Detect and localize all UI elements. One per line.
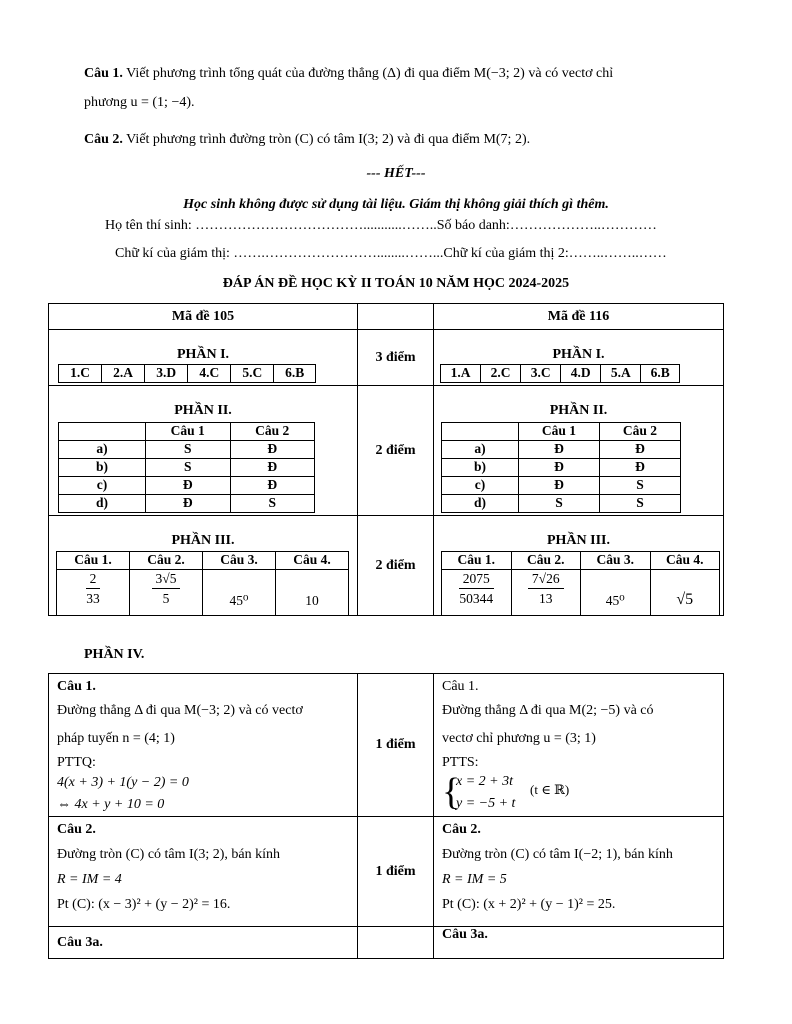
part3-points: 2 điểm: [358, 516, 434, 616]
header-cell: Câu 2.: [511, 552, 581, 570]
part2-left-cell: [49, 386, 358, 516]
answer-cell: 3.C: [521, 365, 561, 383]
answer-cell: 1.C: [59, 365, 102, 383]
row-label: c): [442, 477, 519, 495]
row-label: b): [59, 459, 146, 477]
header-q1: Câu 1: [519, 423, 600, 441]
header-q2: Câu 2: [600, 423, 681, 441]
answer-cell: 3.D: [145, 365, 188, 383]
part3-left-cell: [49, 516, 358, 616]
q-equation: ⇔ 4x + y + 10 = 0: [57, 797, 165, 812]
fraction-denominator: 5: [162, 591, 170, 606]
part4-left-q2: [49, 817, 358, 927]
q-equation: R = IM = 4: [57, 872, 122, 887]
answer-c2: [130, 570, 203, 616]
parametric-system: [442, 772, 723, 816]
part4-q1-points: 1 điểm: [358, 674, 434, 817]
answer-cell: Đ: [230, 441, 315, 459]
answer-cell: S: [146, 441, 231, 459]
header-cell: Câu 1.: [57, 552, 130, 570]
exam-note: Học sinh không được sử dụng tài liệu. Giám thị không giải thích gì thêm.: [183, 197, 609, 212]
q-equation: 4(x + 3) + 1(y − 2) = 0: [57, 775, 189, 790]
q-label: Câu 2.: [442, 822, 481, 837]
code-left: Mã đề 105: [49, 304, 358, 330]
part4-table: [48, 673, 724, 959]
header-q1: Câu 1: [146, 423, 231, 441]
fraction-denominator: 33: [86, 591, 100, 606]
q-text: Đường thẳng Δ đi qua M(−3; 2) và có vectơ: [57, 703, 303, 718]
q-equation: y = −5 + t: [456, 796, 516, 811]
answer-cell: S: [600, 495, 681, 513]
answer-c4: √5: [650, 570, 720, 616]
answer-cell: Đ: [519, 459, 600, 477]
part3-left-title: PHẦN III.: [171, 533, 235, 548]
row-label: d): [442, 495, 519, 513]
fraction-denominator: 50344: [459, 591, 494, 606]
answer-cell: S: [146, 459, 231, 477]
answer-c3: 45⁰: [203, 570, 276, 616]
answer-c3: 45⁰: [581, 570, 651, 616]
part4-right-q3: Câu 3a.: [434, 927, 724, 959]
q-text: Đường tròn (C) có tâm I(−2; 1), bán kính: [442, 847, 673, 862]
part4-right-q1: [434, 674, 724, 817]
signature-line: Chữ kí của giám thị: …….……………………........……...Chữ kí của giám thị 2:……..……..……: [115, 246, 667, 261]
header-cell: Câu 2.: [130, 552, 203, 570]
question-1-text: Viết phương trình tổng quát của đường thẳng (Δ) đi qua điểm M(−3; 2) và có vectơ chỉ: [126, 66, 614, 81]
part1-left-answers: [58, 364, 316, 383]
part4-left-q1: [49, 674, 358, 817]
fraction-numerator: 7√26: [528, 570, 564, 589]
fraction-numerator: 2075: [459, 570, 494, 589]
part4-q2-points: 1 điểm: [358, 817, 434, 927]
header-cell: Câu 3.: [581, 552, 651, 570]
q-text: PTTQ:: [57, 755, 96, 770]
answer-cell: 5.C: [231, 365, 274, 383]
q-parameter-domain: (t ∈ ℝ): [530, 782, 570, 797]
q-text: Đường tròn (C) có tâm I(3; 2), bán kính: [57, 847, 281, 862]
answer-cell: 5.A: [601, 365, 641, 383]
answer-cell: 6.B: [274, 365, 316, 383]
q-label: Câu 1.: [57, 679, 96, 694]
question-2-label: Câu 2.: [84, 132, 123, 147]
q-equation: Pt (C): (x + 2)² + (y − 1)² = 25.: [442, 897, 616, 912]
row-label: b): [442, 459, 519, 477]
answer-cell: Đ: [230, 459, 315, 477]
part2-left-title: PHẦN II.: [174, 403, 232, 418]
header-cell: Câu 3.: [203, 552, 276, 570]
part2-right-table: [441, 422, 681, 513]
answer-c1: [57, 570, 130, 616]
answer-cell: Đ: [146, 495, 231, 513]
q-text: Đường thẳng Δ đi qua M(2; −5) và có: [442, 703, 654, 718]
header-cell: Câu 1.: [442, 552, 512, 570]
q-text: PTTS:: [442, 755, 479, 770]
answer-cell: 6.B: [641, 365, 680, 383]
q-text: vectơ chỉ phương u = (3; 1): [442, 731, 596, 746]
q-label: Câu 1.: [442, 679, 479, 694]
question-1-continued: phương u = (1; −4).: [84, 95, 195, 110]
row-label: a): [442, 441, 519, 459]
answer-cell: Đ: [519, 441, 600, 459]
answer-cell: 4.D: [561, 365, 601, 383]
q-text: pháp tuyến n = (4; 1): [57, 731, 175, 746]
part1-left-title: PHẦN I.: [176, 347, 230, 362]
part4-title: PHẦN IV.: [84, 647, 145, 662]
question-2-text: Viết phương trình đường tròn (C) có tâm I(3; 2) và đi qua điểm M(7; 2).: [126, 132, 531, 147]
part2-right-title: PHẦN II.: [549, 403, 608, 418]
answer-cell: S: [519, 495, 600, 513]
answer-cell: 2.A: [102, 365, 145, 383]
answer-cell: 1.A: [441, 365, 481, 383]
answer-cell: Đ: [146, 477, 231, 495]
answer-cell: 4.C: [188, 365, 231, 383]
answer-cell: 2.C: [481, 365, 521, 383]
header-cell: Câu 4.: [650, 552, 720, 570]
answer-c4: 10: [276, 570, 349, 616]
answer-c2: [511, 570, 581, 616]
row-label: c): [59, 477, 146, 495]
row-label: a): [59, 441, 146, 459]
fraction-numerator: 3√5: [152, 570, 181, 589]
answer-cell: S: [600, 477, 681, 495]
part1-right-cell: [434, 330, 724, 386]
answer-cell: Đ: [600, 441, 681, 459]
part2-left-table: [58, 422, 315, 513]
empty-header: [442, 423, 519, 441]
answer-cell: Đ: [600, 459, 681, 477]
answer-key-title: ĐÁP ÁN ĐỀ HỌC KỲ II TOÁN 10 NĂM HỌC 2024-2025: [222, 276, 570, 291]
q-equation: x = 2 + 3t: [456, 774, 513, 789]
part1-points: 3 điểm: [358, 330, 434, 386]
part3-left-table: [56, 551, 349, 616]
q-equation: Pt (C): (x − 3)² + (y − 2)² = 16.: [57, 897, 231, 912]
student-info-line: Họ tên thí sinh: ………………………………...........……..Số báo danh:………………..…………: [105, 218, 657, 233]
code-right: Mã đề 116: [434, 304, 724, 330]
question-1: [84, 66, 613, 82]
fraction-denominator: 13: [538, 591, 553, 606]
part4-q3-points: [358, 927, 434, 959]
fraction-numerator: 2: [86, 570, 101, 589]
answer-cell: Đ: [519, 477, 600, 495]
brace-symbol: {: [442, 771, 461, 813]
answer-cell: Đ: [230, 477, 315, 495]
question-1-label: Câu 1.: [84, 66, 123, 81]
question-2: [84, 132, 530, 148]
end-mark: --- HẾT---: [366, 166, 426, 181]
answer-c1: [442, 570, 512, 616]
part4-left-q3: Câu 3a.: [49, 927, 358, 959]
part3-right-title: PHẦN III.: [546, 533, 610, 548]
part1-right-answers: [440, 364, 680, 383]
row-label: d): [59, 495, 146, 513]
code-mid-cell: [358, 304, 434, 330]
header-q2: Câu 2: [230, 423, 315, 441]
empty-header: [59, 423, 146, 441]
answer-table: [48, 303, 724, 616]
part3-right-cell: [434, 516, 724, 616]
part2-points: 2 điểm: [358, 386, 434, 516]
part1-right-title: PHẦN I.: [552, 347, 605, 362]
part4-right-q2: [434, 817, 724, 927]
part2-right-cell: [434, 386, 724, 516]
q-equation: R = IM = 5: [442, 872, 507, 887]
part3-right-table: [441, 551, 720, 616]
q-label: Câu 2.: [57, 822, 96, 837]
answer-cell: S: [230, 495, 315, 513]
part1-left-cell: [49, 330, 358, 386]
header-cell: Câu 4.: [276, 552, 349, 570]
